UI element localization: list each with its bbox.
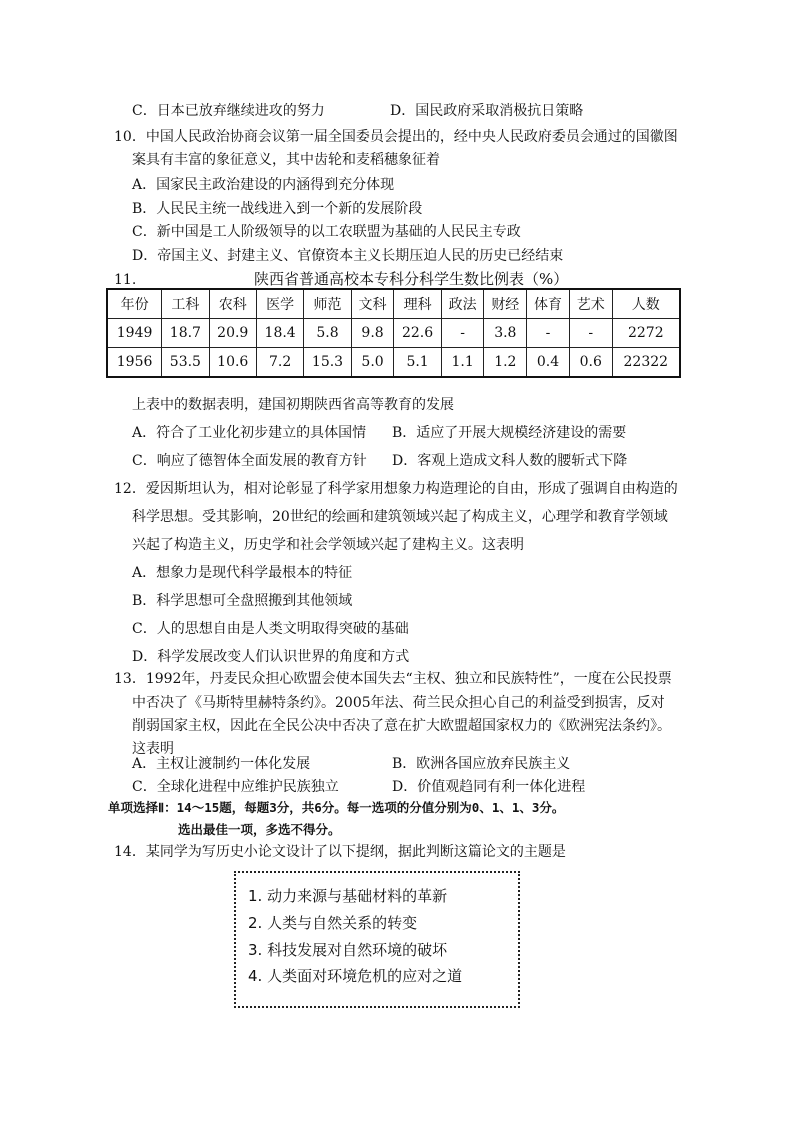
- header-cell: 艺术: [569, 289, 612, 319]
- outline-item: 1. 动力来源与基础材料的革新: [248, 887, 448, 905]
- section-notice-line2: 选出最佳一项，多选不得分。: [178, 822, 341, 837]
- q14-stem: 14．某同学为写历史小论文设计了以下提纲，据此判断这篇论文的主题是: [114, 844, 566, 860]
- outline-item: 2. 人类与自然关系的转变: [248, 914, 418, 932]
- q12-stem-line2: 科学思想。受其影响，20世纪的绘画和建筑领域兴起了构成主义，心理学和教育学领域: [132, 509, 668, 525]
- q10-option-c: C．新中国是工人阶级领导的以工农联盟为基础的人民民主专政: [132, 224, 521, 240]
- q12-option-d: D．科学发展改变人们认识世界的角度和方式: [132, 649, 410, 665]
- table-header-row: [107, 289, 680, 319]
- q12-stem-line3: 兴起了构造主义，历史学和社会学领域兴起了建构主义。这表明: [132, 537, 524, 553]
- table-cell: 18.4: [256, 319, 303, 348]
- table-cell: -: [441, 319, 484, 348]
- table-cell: 5.0: [351, 348, 394, 378]
- table-cell: 1956: [107, 348, 162, 378]
- q11-number: 11.: [114, 272, 137, 288]
- enrollment-table: [106, 288, 681, 378]
- table-cell: 10.6: [209, 348, 256, 378]
- q11-option-b: B．适应了开展大规模经济建设的需要: [392, 425, 627, 441]
- q13-option-d: D．价值观趋同有利一体化进程: [392, 779, 586, 795]
- header-cell: 医学: [256, 289, 303, 319]
- q10-option-d: D．帝国主义、封建主义、官僚资本主义长期压迫人民的历史已经结束: [132, 248, 564, 264]
- q12-option-b: B．科学思想可全盘照搬到其他领域: [132, 593, 353, 609]
- table-cell: 22322: [612, 348, 680, 378]
- outline-box: [234, 871, 520, 1008]
- q12-stem-line1: 12．爱因斯坦认为，相对论彰显了科学家用想象力构造理论的自由，形成了强调自由构造的: [114, 481, 678, 497]
- outline-item: 4. 人类面对环境危机的应对之道: [248, 967, 463, 985]
- table-cell: 18.7: [162, 319, 209, 348]
- q13-stem-line2: 中否决了《马斯特里赫特条约》。2005年法、荷兰民众担心自己的利益受到损害，反对: [132, 695, 665, 711]
- header-cell: 工科: [162, 289, 209, 319]
- header-cell: 农科: [209, 289, 256, 319]
- header-cell: 文科: [351, 289, 394, 319]
- q13-stem-line3: 削弱国家主权，因此在全民公决中否决了意在扩大欧盟超国家权力的《欧洲宪法条约》。: [132, 718, 671, 734]
- table-cell: 1.1: [441, 348, 484, 378]
- q12-option-a: A．想象力是现代科学最根本的特征: [132, 565, 353, 581]
- table-cell: -: [569, 319, 612, 348]
- q10-stem-line1: 10．中国人民政治协商会议第一届全国委员会提出的，经中央人民政府委员会通过的国徽图: [114, 129, 678, 145]
- table-cell: 15.3: [304, 348, 351, 378]
- table-cell: 1949: [107, 319, 162, 348]
- header-cell: 人数: [612, 289, 680, 319]
- q13-stem-line1: 13．1992年，丹麦民众担心欧盟会使本国失去“主权、独立和民族特性”，一度在公民投票: [114, 671, 672, 687]
- table-cell: 9.8: [351, 319, 394, 348]
- table-cell: 0.4: [527, 348, 570, 378]
- outline-item: 3. 科技发展对自然环境的破坏: [248, 941, 448, 959]
- q11-option-c: C．响应了德智体全面发展的教育方针: [132, 453, 367, 469]
- q13-option-b: B．欧洲各国应放弃民族主义: [392, 756, 571, 772]
- header-cell: 年份: [107, 289, 162, 319]
- table-row: [107, 319, 680, 348]
- q11-option-a: A．符合了工业化初步建立的具体国情: [132, 425, 367, 441]
- table-cell: 20.9: [209, 319, 256, 348]
- q11-table-title: 陕西省普通高校本专科分科学生数比例表（%）: [254, 270, 569, 288]
- section-notice-line1: 单项选择Ⅱ：14～15题，每题3分，共6分。每一选项的分值分别为0、1、1、3分。: [108, 800, 565, 815]
- table-cell: 3.8: [484, 319, 527, 348]
- q11-stem: 上表中的数据表明，建国初期陕西省高等教育的发展: [132, 397, 454, 413]
- table-cell: -: [527, 319, 570, 348]
- q11-option-d: D．客观上造成文科人数的腰斩式下降: [392, 453, 628, 469]
- q10-stem-line2: 案具有丰富的象征意义，其中齿轮和麦稻穗象征着: [132, 152, 440, 168]
- table-row: [107, 348, 680, 378]
- header-cell: 理科: [394, 289, 441, 319]
- table-cell: 53.5: [162, 348, 209, 378]
- header-cell: 体育: [527, 289, 570, 319]
- q13-option-c: C．全球化进程中应维护民族独立: [132, 779, 339, 795]
- table-cell: 0.6: [569, 348, 612, 378]
- q13-option-a: A．主权让渡制约一体化发展: [132, 756, 311, 772]
- q12-option-c: C．人的思想自由是人类文明取得突破的基础: [132, 621, 409, 637]
- header-cell: 政法: [441, 289, 484, 319]
- table-cell: 1.2: [484, 348, 527, 378]
- q9-option-d: D．国民政府采取消极抗日策略: [390, 103, 584, 119]
- header-cell: 师范: [304, 289, 351, 319]
- q10-option-b: B．人民民主统一战线进入到一个新的发展阶段: [132, 201, 423, 217]
- table-cell: 22.6: [394, 319, 441, 348]
- header-cell: 财经: [484, 289, 527, 319]
- table-cell: 5.1: [394, 348, 441, 378]
- q9-option-c: C．日本已放弃继续进攻的努力: [132, 103, 325, 119]
- q13-stem-line4: 这表明: [132, 741, 174, 757]
- q10-option-a: A．国家民主政治建设的内涵得到充分体现: [132, 177, 395, 193]
- table-cell: 5.8: [304, 319, 351, 348]
- table-cell: 2272: [612, 319, 680, 348]
- table-cell: 7.2: [256, 348, 303, 378]
